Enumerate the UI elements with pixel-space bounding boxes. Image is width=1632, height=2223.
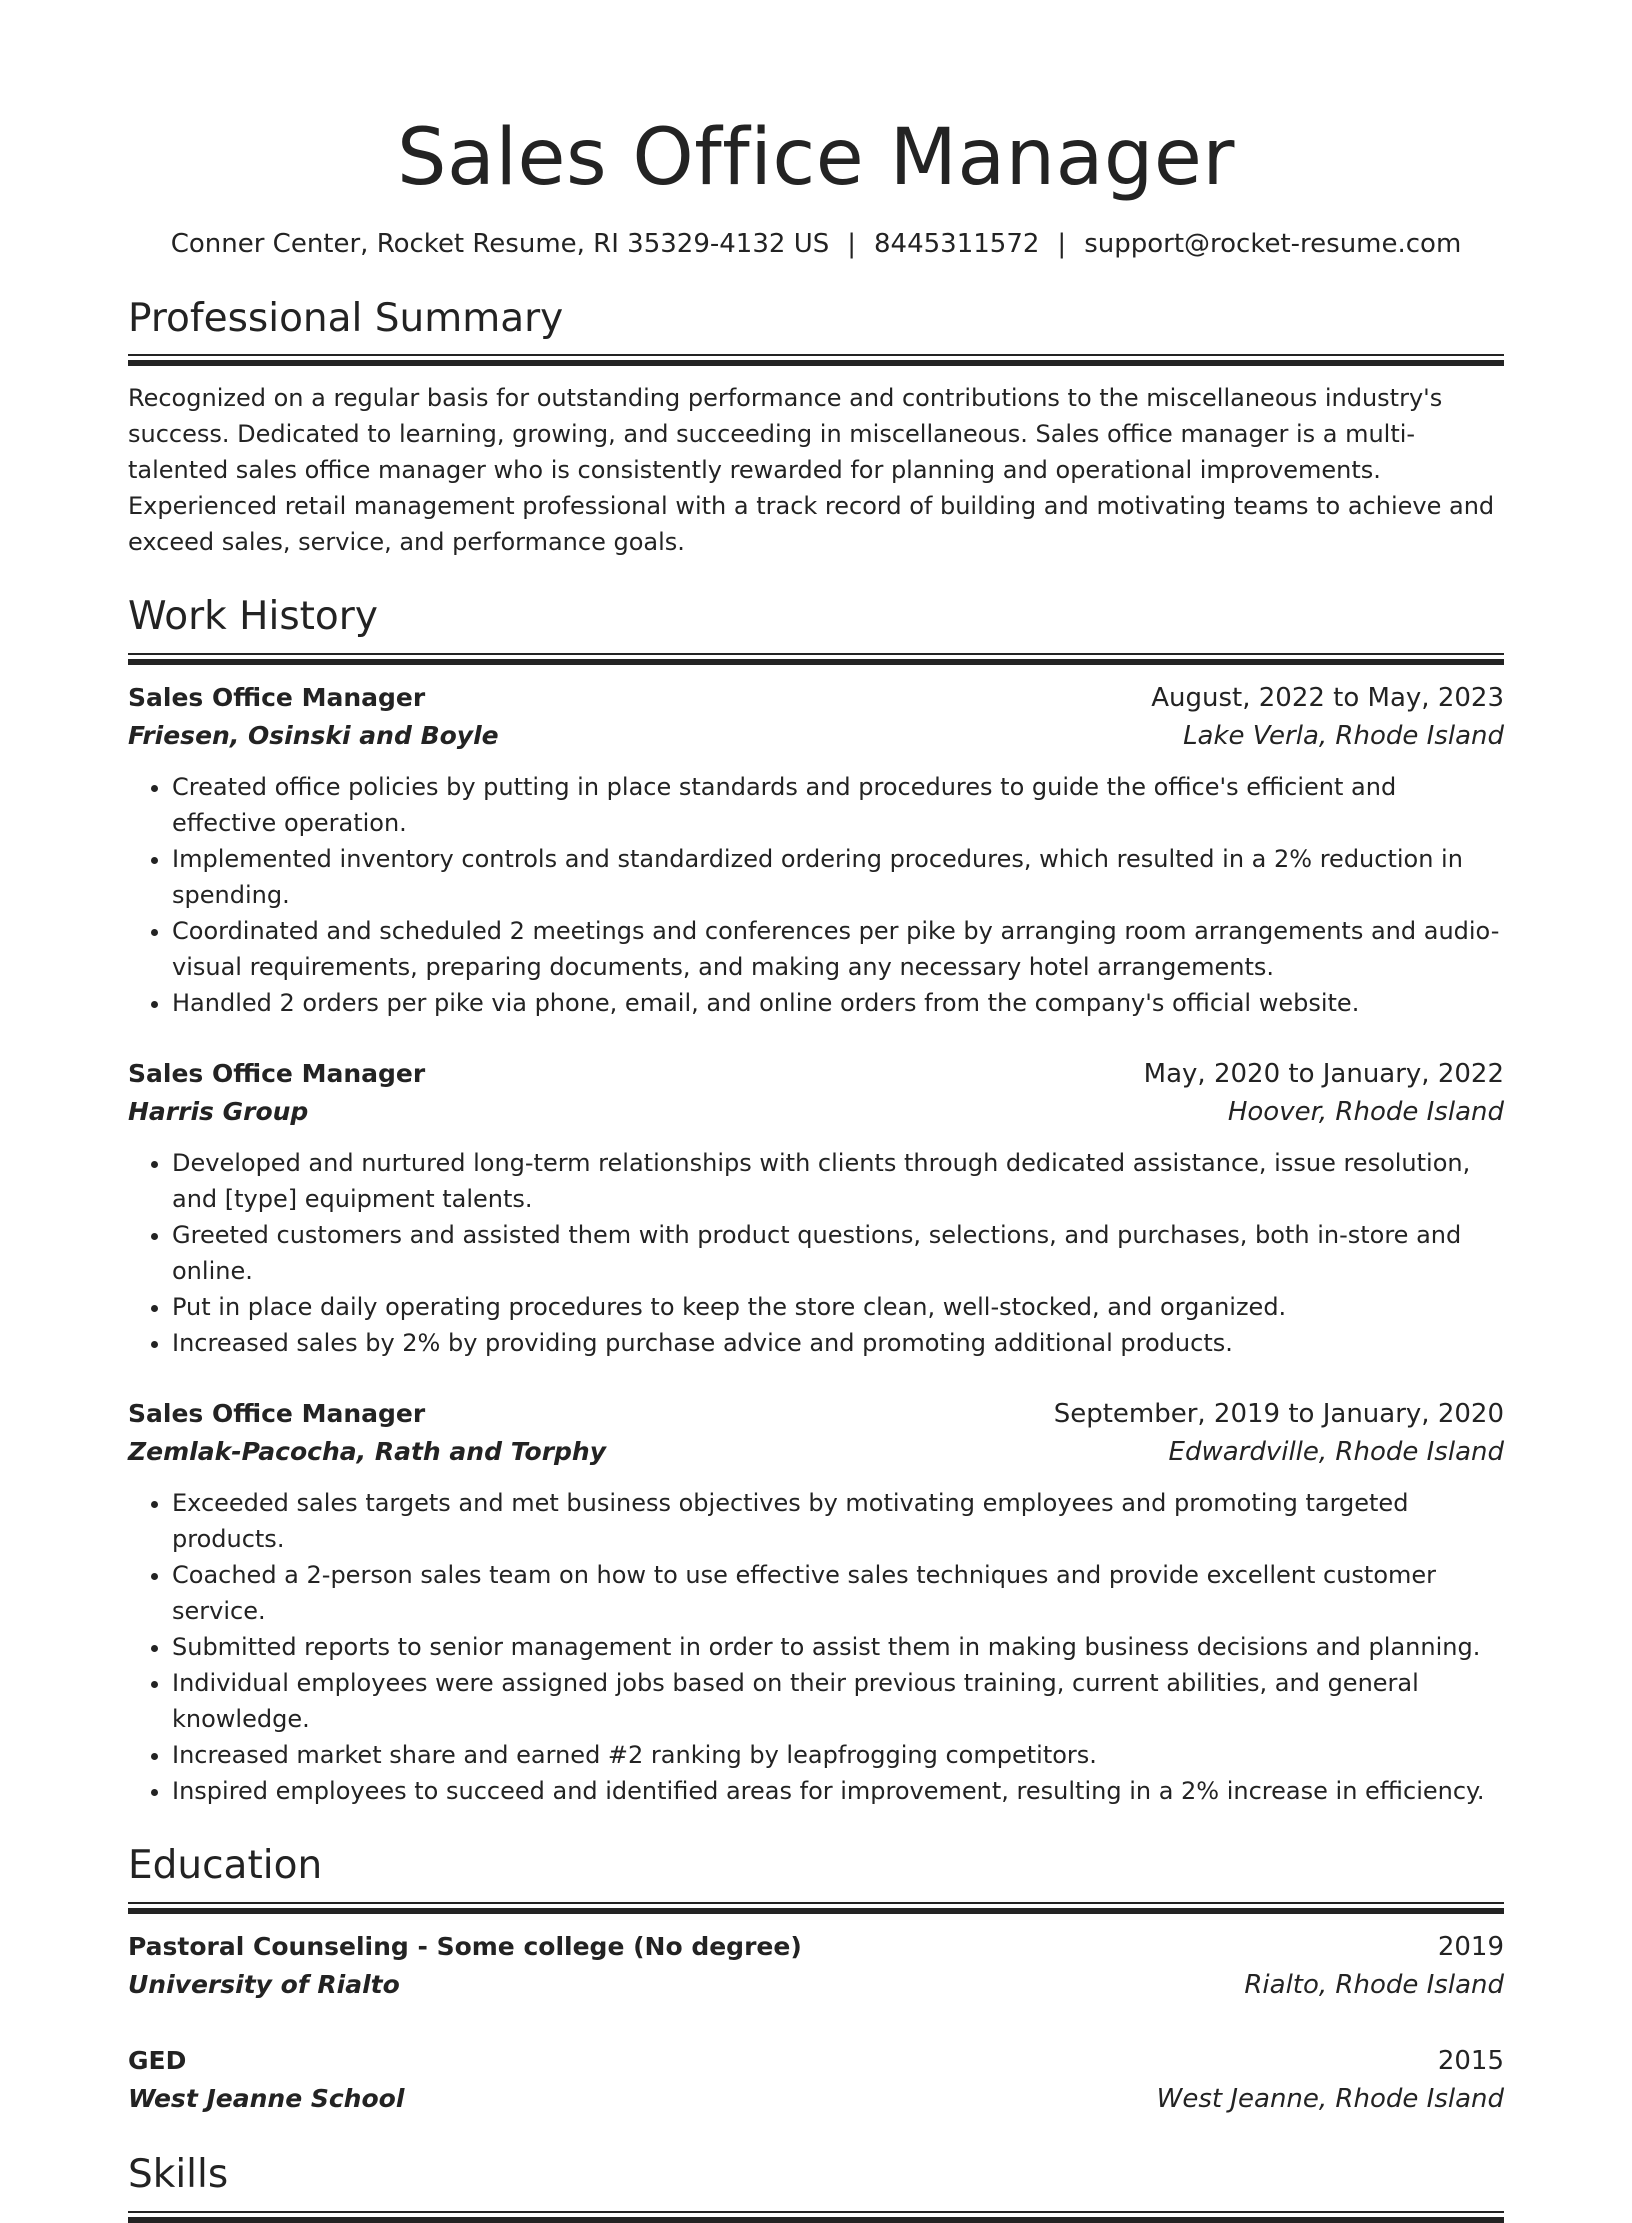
job-entry <box>128 1395 1504 1809</box>
job-bullet: • Individual employees were assigned jobs based on their previous training, current abilities, and general knowledge. <box>172 1665 1504 1737</box>
resume-title: Sales Office Manager <box>397 113 1235 203</box>
job-bullet: • Coached a 2-person sales team on how to use effective sales techniques and provide excellent customer service. <box>172 1557 1504 1629</box>
job-entry <box>128 679 1504 1021</box>
education-location: West Jeanne, Rhode Island <box>1156 2083 1504 2114</box>
job-bullet: • Handled 2 orders per pike via phone, email, and online orders from the company's official website. <box>172 985 1504 1021</box>
job-title: Sales Office Manager <box>128 1399 426 1429</box>
job-bullet: • Inspired employees to succeed and identified areas for improvement, resulting in a 2% increase in efficiency. <box>172 1773 1504 1809</box>
job-company: Zemlak-Pacocha, Rath and Torphy <box>128 1437 607 1467</box>
education-location: Rialto, Rhode Island <box>1244 1969 1504 2000</box>
education-year: 2019 <box>1437 1931 1504 1962</box>
section-heading-work: Work History <box>128 594 378 640</box>
job-bullet: • Increased sales by 2% by providing purchase advice and promoting additional products. <box>172 1325 1504 1361</box>
section-heading-education: Education <box>128 1843 323 1889</box>
section-divider <box>128 1902 1504 1908</box>
education-degree: GED <box>128 2045 187 2075</box>
job-location: Hoover, Rhode Island <box>1227 1097 1504 1128</box>
education-school: West Jeanne School <box>128 2083 405 2113</box>
job-location: Lake Verla, Rhode Island <box>1183 721 1504 752</box>
job-bullet: • Implemented inventory controls and standardized ordering procedures, which resulted in a 2% reduction in spending. <box>172 841 1504 913</box>
job-dates: September, 2019 to January, 2020 <box>1053 1399 1504 1430</box>
contact-phone: 8445311572 <box>874 228 1040 259</box>
job-dates: May, 2020 to January, 2022 <box>1143 1059 1504 1090</box>
contact-separator: | <box>1057 228 1067 259</box>
job-bullet: • Exceeded sales targets and met business objectives by motivating employees and promoting targeted products. <box>172 1485 1504 1557</box>
job-company: Friesen, Osinski and Boyle <box>128 721 499 751</box>
contact-email: support@rocket-resume.com <box>1084 228 1462 259</box>
contact-line <box>128 228 1504 262</box>
section-divider <box>128 653 1504 659</box>
section-heading-summary: Professional Summary <box>128 295 564 341</box>
contact-separator: | <box>847 228 856 259</box>
work-history-section <box>128 594 1504 1809</box>
education-entry <box>128 1928 1504 2004</box>
job-dates: August, 2022 to May, 2023 <box>1151 683 1504 714</box>
education-degree: Pastoral Counseling - Some college (No degree) <box>128 1931 802 1961</box>
job-title: Sales Office Manager <box>128 683 426 713</box>
job-bullets <box>128 769 1504 1021</box>
education-school: University of Rialto <box>128 1969 400 1999</box>
education-section <box>128 1843 1504 2118</box>
job-bullet: • Developed and nurtured long-term relationships with clients through dedicated assistance, issue resolution, and [type] equipment talents. <box>172 1145 1504 1217</box>
education-entry <box>128 2042 1504 2118</box>
job-bullet: • Greeted customers and assisted them with product questions, selections, and purchases, both in-store and online. <box>172 1217 1504 1289</box>
job-entry <box>128 1055 1504 1361</box>
summary-text: Recognized on a regular basis for outstanding performance and contributions to the miscellaneous industry's success. Dedicated to learning, growing, and succeeding in miscellaneous. Sales office manager is a multi-talented sales office manager who is consistently rewarded for planning and operational improvements. Experienced retail management professional with a track record of building and motivating teams to achieve and exceed sales, service, and performance goals. <box>128 384 1495 557</box>
job-company: Harris Group <box>128 1097 309 1127</box>
job-bullet: • Coordinated and scheduled 2 meetings and conferences per pike by arranging room arrangements and audio-visual requirements, preparing documents, and making any necessary hotel arrangements. <box>172 913 1504 985</box>
job-bullet: • Increased market share and earned #2 ranking by leapfrogging competitors. <box>172 1737 1504 1773</box>
section-divider <box>128 2211 1504 2217</box>
job-bullets <box>128 1145 1504 1361</box>
job-bullet: • Submitted reports to senior management in order to assist them in making business decisions and planning. <box>172 1629 1504 1665</box>
job-bullet: • Created office policies by putting in place standards and procedures to guide the office's efficient and effective operation. <box>172 769 1504 841</box>
job-bullet: • Put in place daily operating procedures to keep the store clean, well-stocked, and organized. <box>172 1289 1504 1325</box>
section-divider <box>128 354 1504 360</box>
education-year: 2015 <box>1437 2045 1504 2076</box>
contact-address: Conner Center, Rocket Resume, RI 35329-4132 US <box>170 228 830 259</box>
summary-section <box>128 296 1504 561</box>
job-location: Edwardville, Rhode Island <box>1168 1437 1504 1468</box>
job-title: Sales Office Manager <box>128 1059 426 1089</box>
section-heading-skills: Skills <box>128 2151 229 2197</box>
job-bullets <box>128 1485 1504 1809</box>
skills-section <box>128 2152 1504 2217</box>
